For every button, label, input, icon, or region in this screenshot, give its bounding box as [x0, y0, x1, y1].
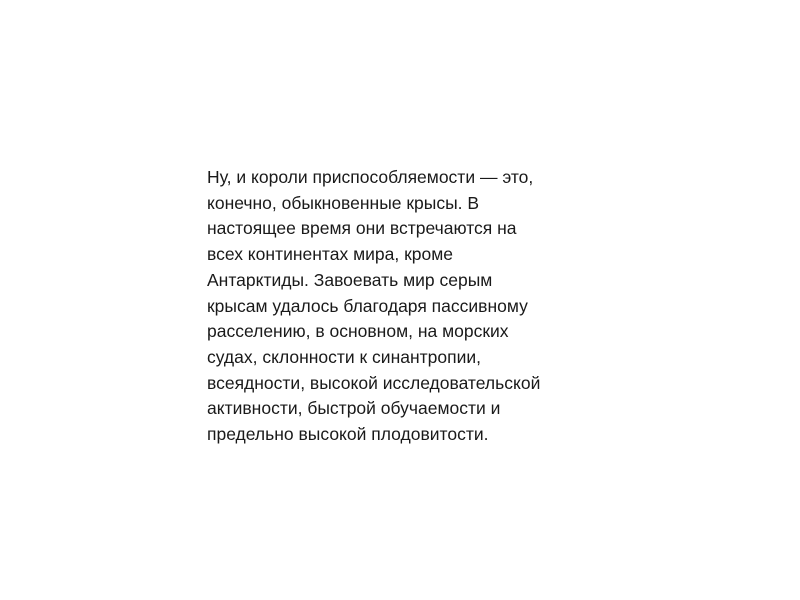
text-line-3: настоящее время они встречаются на: [207, 218, 517, 239]
text-line-1: Ну, и короли приспособляемости — это,: [207, 167, 534, 187]
text-line-4: всех континентах мира, кроме: [207, 244, 453, 265]
text-line-5: Антарктиды. Завоевать мир серым: [207, 269, 493, 290]
text-line-10: активности, быстрой обучаемости и: [207, 398, 501, 419]
text-line-9: всеядности, высокой исследовательской: [207, 372, 541, 393]
text-line-7: расселению, в основном, на морских: [207, 321, 509, 342]
body-text: [207, 165, 607, 448]
text-line-6: крысам удалось благодаря пассивному: [207, 295, 528, 316]
text-line-8: судах, склонности к синантропии,: [207, 346, 482, 367]
text-line-2: конечно, обыкновенные крысы. В: [207, 192, 480, 213]
text-line-11: предельно высокой плодовитости.: [207, 424, 489, 445]
